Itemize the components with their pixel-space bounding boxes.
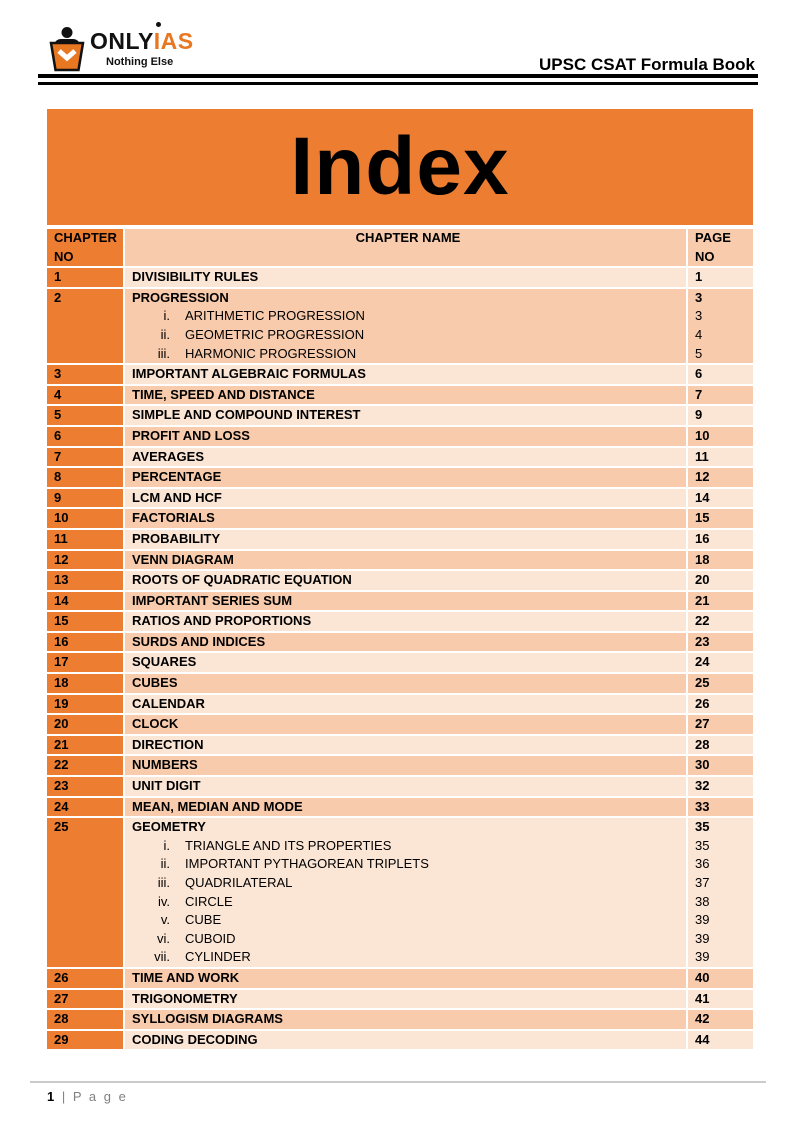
chapter-name-text: PROFIT AND LOSS [132,427,250,443]
sub-item-numeral: i. [163,837,170,853]
sub-item-page: 38 [695,893,710,909]
table-row [47,448,753,467]
chapter-name-text: RATIOS AND PROPORTIONS [132,613,312,629]
footer-page-number: 1 [47,1089,57,1104]
table-row [47,674,753,693]
brand-only-text: ONLY [90,28,154,54]
chapter-name-cell [125,489,686,508]
chapter-name-text: VENN DIAGRAM [132,551,234,567]
chapter-no-cell: 27 [47,990,123,1009]
chapter-name-text: SIMPLE AND COMPOUND INTEREST [132,407,361,423]
chapter-no-cell: 20 [47,715,123,734]
chapter-no-cell: 7 [47,448,123,467]
chapter-no-cell: 9 [47,489,123,508]
page-no-text: 42 [695,1011,710,1027]
page-no-cell [688,818,753,967]
page-no-text: 15 [695,510,710,526]
table-row [47,592,753,611]
page-no-cell [688,551,753,570]
page-no-cell [688,715,753,734]
page-no-cell [688,406,753,425]
sub-item-name: CUBOID [185,930,236,946]
sub-item-name: HARMONIC PROGRESSION [185,345,357,361]
page-no-cell [688,612,753,631]
chapter-name-cell [125,530,686,549]
page-no-cell [688,969,753,988]
sub-item-numeral: v. [160,912,170,928]
page-no-text: 20 [695,572,710,588]
page-no-text: 32 [695,778,710,794]
table-row [47,1010,753,1029]
chapter-name-cell [125,386,686,405]
logo-text [90,26,194,68]
table-row [47,427,753,446]
chapter-name-cell [125,674,686,693]
page-no-cell [688,448,753,467]
table-row [47,551,753,570]
chapter-name-text: CUBES [132,675,178,691]
page-no-text: 28 [695,736,710,752]
chapter-name-cell [125,365,686,384]
chapter-name-cell [125,468,686,487]
chapter-name-cell [125,969,686,988]
page-no-cell [688,798,753,817]
chapter-name-cell [125,798,686,817]
page-no-text: 18 [695,551,710,567]
sub-item-numeral: iii. [157,345,170,361]
chapter-name-text: LCM AND HCF [132,489,222,505]
page-no-cell [688,427,753,446]
chapter-no-cell: 5 [47,406,123,425]
chapter-name-cell [125,448,686,467]
chapter-name-text: CALENDAR [132,695,205,711]
table-row [47,695,753,714]
page-no-text: 9 [695,407,703,423]
chapter-name-text: CODING DECODING [132,1031,258,1047]
column-header-chapter-no: CHAPTER NO [47,229,123,266]
chapter-name-text: TRIGONOMETRY [132,990,238,1006]
chapter-name-cell [125,756,686,775]
index-table-body [47,268,753,1049]
page-no-text: 23 [695,633,710,649]
table-row [47,818,753,967]
chapter-name-cell [125,592,686,611]
sub-item-page: 37 [695,875,710,890]
table-row [47,715,753,734]
sub-item-numeral: i. [163,308,170,324]
sub-item-name: TRIANGLE AND ITS PROPERTIES [185,837,392,853]
table-row [47,653,753,672]
sub-item-page: 36 [695,856,710,872]
chapter-no-cell: 11 [47,530,123,549]
footer-page-indicator [47,1089,128,1104]
page-header [47,26,755,77]
sub-item-page: 35 [695,837,710,853]
page-no-text: 22 [695,613,710,629]
chapter-name-text: TIME, SPEED AND DISTANCE [132,386,315,402]
table-row [47,633,753,652]
chapter-name-cell [125,268,686,287]
sub-item-page: 3 [695,308,703,324]
table-row [47,571,753,590]
table-row [47,969,753,988]
page-no-cell [688,633,753,652]
table-row [47,489,753,508]
chapter-name-text: FACTORIALS [132,510,215,526]
footer-divider [30,1081,766,1083]
table-row [47,530,753,549]
chapter-name-cell [125,1031,686,1050]
sub-item-name: CUBE [185,912,222,928]
index-table [45,227,755,1051]
table-row [47,468,753,487]
sub-item-name: ARITHMETIC PROGRESSION [185,308,365,324]
chapter-no-cell: 8 [47,468,123,487]
page-no-text: 41 [695,990,710,1006]
sub-item-page: 5 [695,345,703,361]
page-no-text: 26 [695,695,710,711]
chapter-no-cell: 14 [47,592,123,611]
chapter-name-cell [125,695,686,714]
table-row [47,268,753,287]
chapter-name-cell [125,990,686,1009]
chapter-name-text: AVERAGES [132,448,204,464]
brand-ias-text: IAS [154,28,194,54]
chapter-name-text: UNIT DIGIT [132,778,201,794]
page-no-cell [688,592,753,611]
table-row [47,1031,753,1050]
table-row [47,777,753,796]
chapter-no-cell: 23 [47,777,123,796]
chapter-name-text: DIRECTION [132,736,204,752]
page-no-text: 10 [695,427,710,443]
index-page-title: Index [47,109,753,225]
chapter-no-cell: 17 [47,653,123,672]
page-no-text: 27 [695,716,710,732]
chapter-name-text: SURDS AND INDICES [132,633,266,649]
sub-item-page: 4 [695,326,703,342]
page-no-cell [688,1031,753,1050]
page-no-cell [688,653,753,672]
chapter-name-text: PROBABILITY [132,530,221,546]
chapter-name-cell [125,633,686,652]
sub-item [132,893,684,912]
page-no-cell [688,674,753,693]
page-no-cell [688,489,753,508]
page-no-text: 6 [695,366,703,382]
page-no-cell [688,756,753,775]
page-no-cell [688,695,753,714]
chapter-no-cell: 25 [47,818,123,967]
brand-name [90,28,194,54]
brand-tagline: Nothing Else [106,56,174,68]
page-no-text: 35 [695,819,710,835]
page-no-cell [688,365,753,384]
chapter-no-cell: 4 [47,386,123,405]
chapter-name-text: GEOMETRY [132,819,206,835]
page-no-text: 14 [695,489,710,505]
sub-item [132,911,684,930]
sub-item [132,855,684,874]
chapter-no-cell: 28 [47,1010,123,1029]
chapter-name-text: PROGRESSION [132,289,229,305]
chapter-name-cell [125,551,686,570]
table-row [47,798,753,817]
page-no-text: 25 [695,675,710,691]
sub-item [132,874,684,893]
chapter-name-text: MEAN, MEDIAN AND MODE [132,798,303,814]
sub-item-name: CIRCLE [185,893,233,909]
table-row [47,990,753,1009]
table-row [47,756,753,775]
chapter-name-cell [125,406,686,425]
page-no-text: 7 [695,386,703,402]
chapter-name-cell [125,427,686,446]
page-no-text: 12 [695,469,710,485]
sub-item-name: QUADRILATERAL [185,875,293,890]
page-no-text: 24 [695,654,710,670]
sub-item-numeral: iii. [157,875,170,890]
table-row [47,509,753,528]
chapter-name-cell [125,777,686,796]
page-no-text: 21 [695,592,710,608]
sub-item-page: 39 [695,930,710,946]
page-no-text: 33 [695,798,710,814]
chapter-name-text: NUMBERS [132,757,198,773]
table-row [47,406,753,425]
chapter-no-cell: 10 [47,509,123,528]
column-header-page-no: PAGE NO [688,229,753,266]
i-dot-icon [156,22,161,27]
chapter-name-cell [125,1010,686,1029]
page-no-text: 30 [695,757,710,773]
chapter-name-text: SQUARES [132,654,197,670]
header-divider [38,74,758,85]
table-header-row [47,229,753,266]
chapter-no-cell: 13 [47,571,123,590]
sub-item-page: 39 [695,912,710,928]
chapter-no-cell: 26 [47,969,123,988]
chapter-name-cell [125,612,686,631]
page-no-cell [688,990,753,1009]
page-no-text: 44 [695,1031,710,1047]
sub-item-numeral: iv. [157,893,170,909]
chapter-name-cell [125,818,686,967]
page-no-cell [688,468,753,487]
chapter-name-text: CLOCK [132,716,179,732]
chapter-name-text: ROOTS OF QUADRATIC EQUATION [132,572,352,588]
chapter-no-cell: 1 [47,268,123,287]
table-row [47,365,753,384]
sub-item [132,307,684,326]
chapter-no-cell: 21 [47,736,123,755]
sub-item [132,930,684,949]
chapter-name-cell [125,289,686,363]
person-reading-book-icon [47,26,87,77]
chapter-no-cell: 22 [47,756,123,775]
table-row [47,612,753,631]
footer-page-label: | P a g e [61,1089,128,1104]
sub-item [132,837,684,856]
chapter-no-cell: 18 [47,674,123,693]
sub-item-page: 39 [695,949,710,965]
page-no-cell [688,571,753,590]
chapter-no-cell: 3 [47,365,123,384]
index-table-container [45,227,755,1051]
page-no-cell [688,386,753,405]
page-no-text: 16 [695,530,710,546]
sub-item-numeral: ii. [160,326,170,342]
page-no-text: 1 [695,269,703,285]
page-no-cell [688,530,753,549]
chapter-name-cell [125,571,686,590]
sub-item [132,948,684,967]
page-no-cell [688,1010,753,1029]
chapter-name-text: SYLLOGISM DIAGRAMS [132,1011,283,1027]
chapter-name-text: PERCENTAGE [132,469,222,485]
page-no-cell [688,736,753,755]
chapter-no-cell: 15 [47,612,123,631]
chapter-name-text: IMPORTANT ALGEBRAIC FORMULAS [132,366,366,382]
page-no-text: 40 [695,969,710,985]
page-no-cell [688,268,753,287]
table-row [47,736,753,755]
chapter-name-text: DIVISIBILITY RULES [132,269,259,285]
sub-item-numeral: vi. [157,930,170,946]
sub-item [132,326,684,345]
table-row [47,386,753,405]
chapter-no-cell: 29 [47,1031,123,1050]
chapter-no-cell: 2 [47,289,123,363]
chapter-name-text: IMPORTANT SERIES SUM [132,592,293,608]
page-no-cell [688,509,753,528]
table-row [47,289,753,363]
chapter-name-cell [125,736,686,755]
chapter-name-cell [125,653,686,672]
chapter-name-cell [125,509,686,528]
chapter-no-cell: 24 [47,798,123,817]
chapter-no-cell: 6 [47,427,123,446]
sub-item-name: GEOMETRIC PROGRESSION [185,326,365,342]
page-no-text: 11 [695,448,709,464]
page-no-cell [688,777,753,796]
chapter-no-cell: 12 [47,551,123,570]
page-no-cell [688,289,753,363]
column-header-chapter-name: CHAPTER NAME [125,229,686,266]
document-title: UPSC CSAT Formula Book [539,55,755,74]
chapter-no-cell: 16 [47,633,123,652]
chapter-no-cell: 19 [47,695,123,714]
sub-item-name: IMPORTANT PYTHAGOREAN TRIPLETS [185,856,429,872]
page-no-text: 3 [695,289,703,305]
sub-item-name: CYLINDER [185,949,251,965]
chapter-name-text: TIME AND WORK [132,969,240,985]
onlyias-logo [47,26,194,77]
sub-item-numeral: ii. [160,856,170,872]
sub-item [132,345,684,364]
sub-item-numeral: vii. [154,949,170,965]
chapter-name-cell [125,715,686,734]
